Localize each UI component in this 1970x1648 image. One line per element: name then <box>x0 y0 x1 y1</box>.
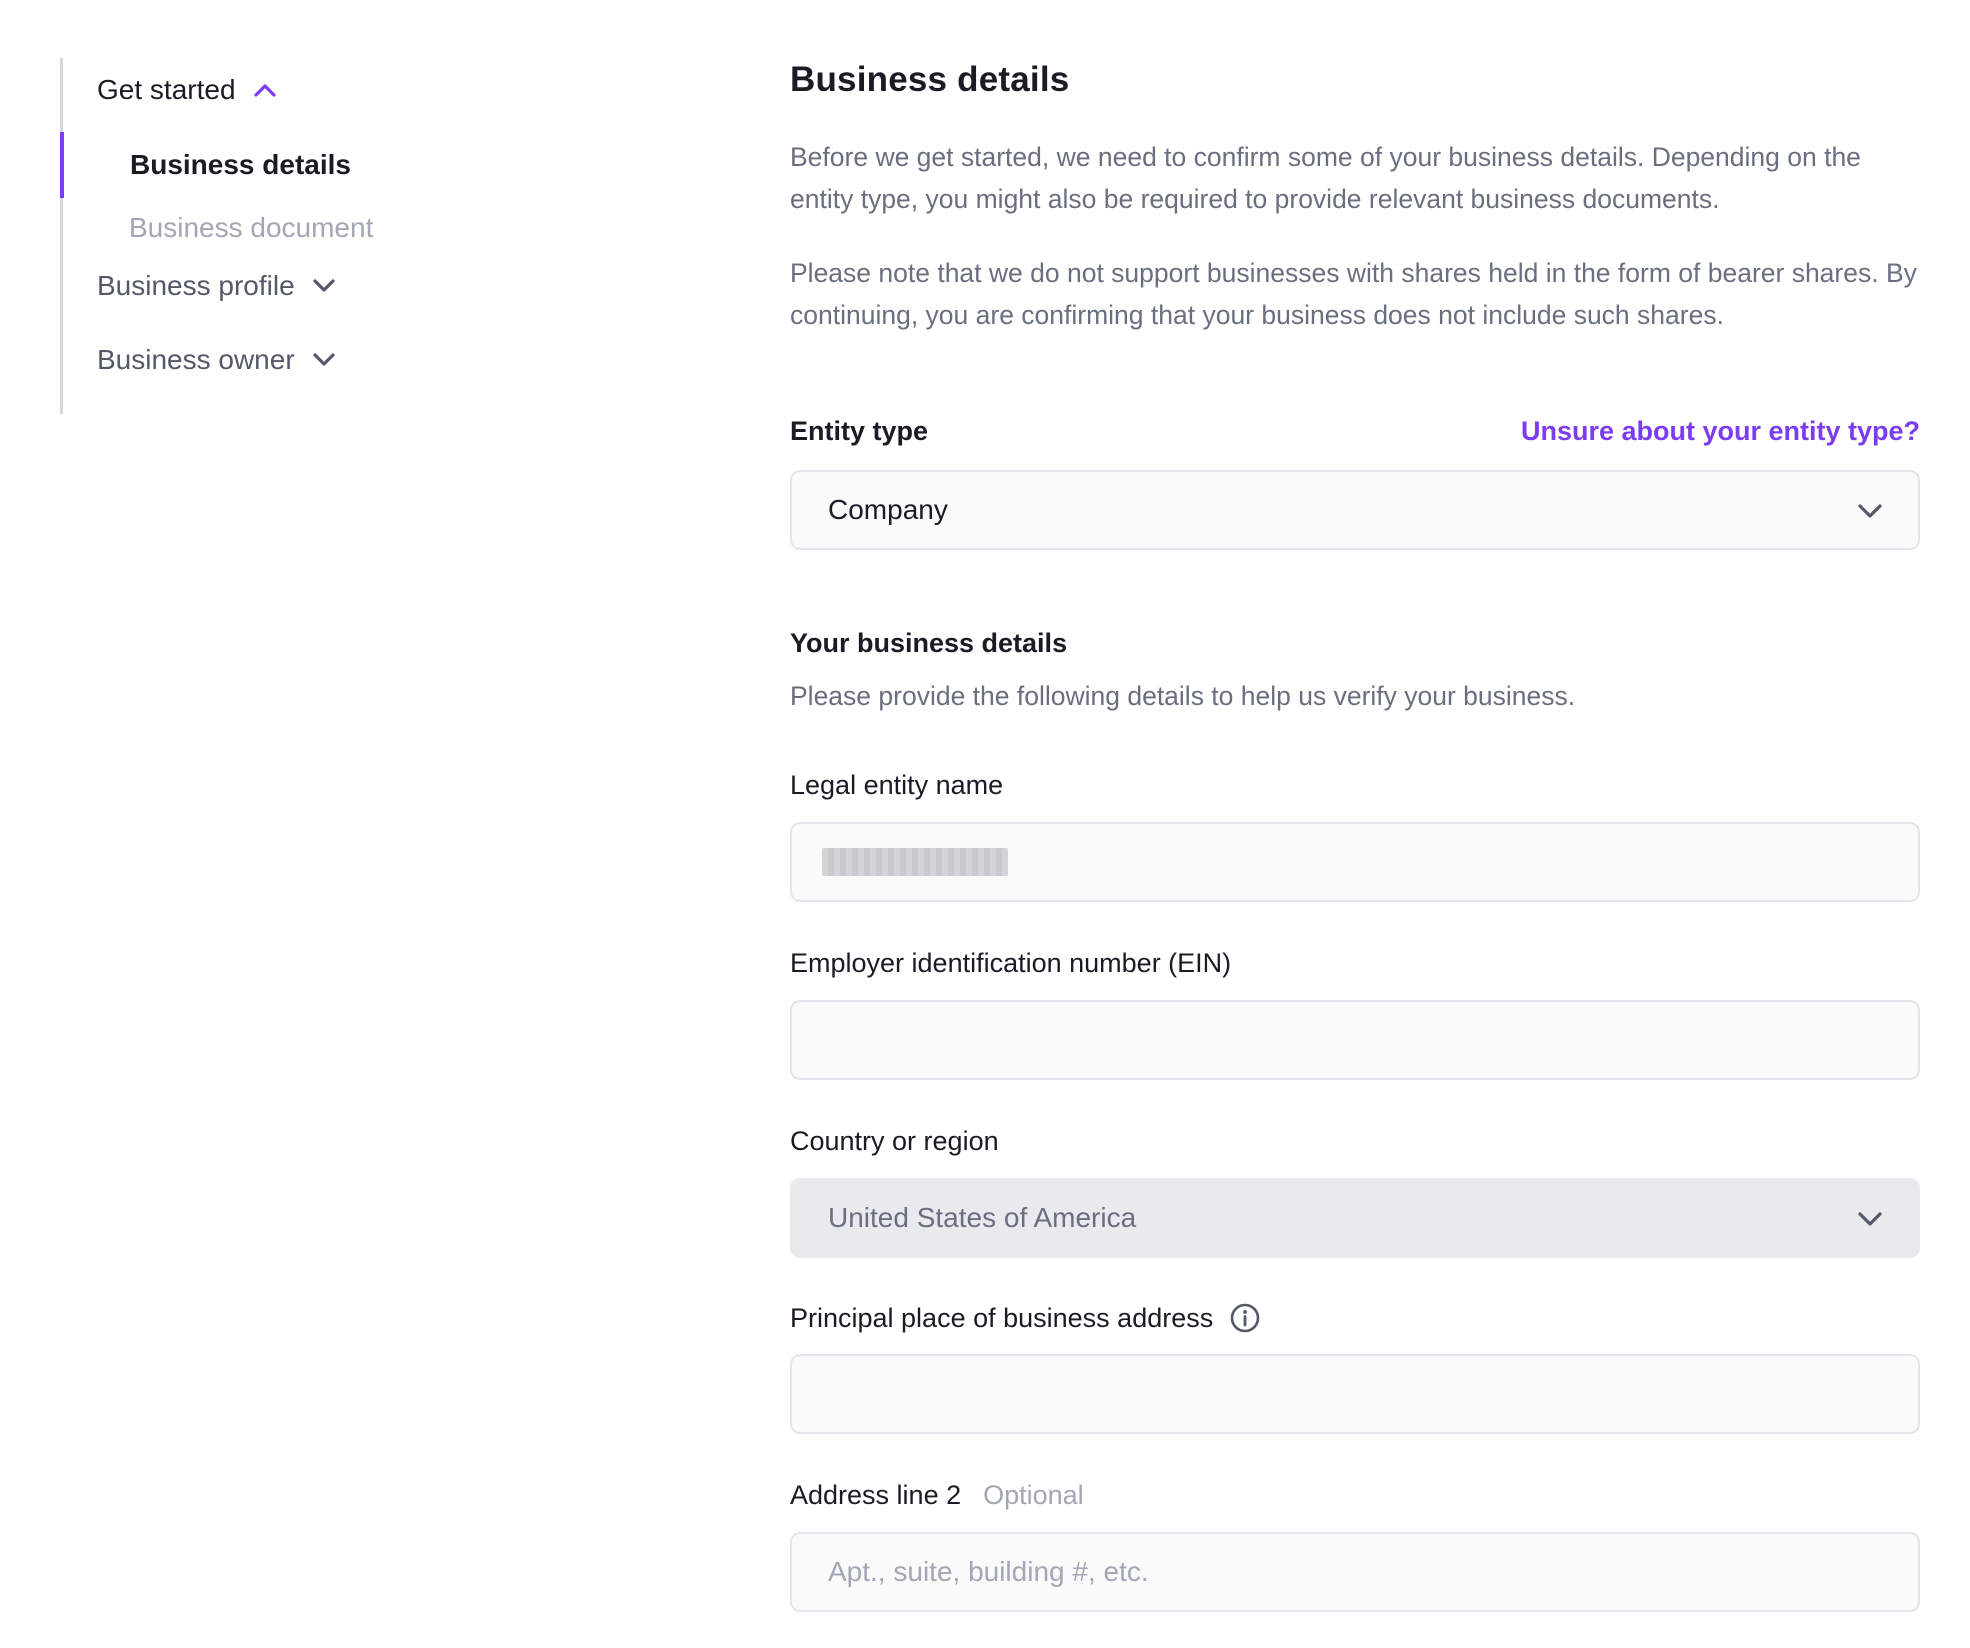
chevron-down-icon <box>313 279 335 293</box>
address-label-row <box>790 1302 1261 1334</box>
address2-placeholder: Apt., suite, building #, etc. <box>828 1556 1149 1587</box>
chevron-down-icon <box>1858 494 1882 526</box>
entity-type-select[interactable] <box>790 470 1920 550</box>
nav-business-document <box>63 198 563 258</box>
legal-name-input[interactable] <box>790 822 1920 902</box>
chevron-down-icon <box>313 353 335 367</box>
nav-business-details-label: Business details <box>130 149 351 180</box>
address-input[interactable] <box>790 1354 1920 1434</box>
sidebar-nav <box>60 58 660 414</box>
country-label: Country or region <box>790 1126 999 1156</box>
entity-type-help-link[interactable]: Unsure about your entity type? <box>1520 416 1920 446</box>
address2-optional-tag: Optional <box>983 1480 1084 1510</box>
page-title: Business details <box>790 60 1070 99</box>
entity-type-label-row <box>790 416 1920 447</box>
nav-get-started[interactable] <box>63 74 276 106</box>
ein-input[interactable] <box>790 1000 1920 1080</box>
nav-business-owner[interactable] <box>63 344 335 376</box>
chevron-up-icon <box>254 83 276 97</box>
intro-paragraph-2: Please note that we do not support businesses with shares held in the form of bearer shares. By continuing, you are confirming that your business does not include such shares. <box>790 258 1917 330</box>
intro-paragraph-1: Before we get started, we need to confirm some of your business details. Depending on the entity type, you might also be required to provide relevant business documents. <box>790 142 1861 214</box>
country-value: United States of America <box>828 1202 1137 1233</box>
section-subtitle: Please provide the following details to help us verify your business. <box>790 681 1576 711</box>
section-title: Your business details <box>790 628 1068 658</box>
address2-input[interactable] <box>790 1532 1920 1612</box>
nav-business-profile[interactable] <box>63 270 335 302</box>
entity-type-value: Company <box>828 494 948 525</box>
entity-type-label: Entity type <box>790 416 929 446</box>
nav-get-started-label: Get started <box>97 74 236 105</box>
address2-label-row <box>790 1480 1084 1511</box>
info-icon[interactable] <box>1229 1302 1261 1334</box>
redacted-value <box>822 848 1008 876</box>
address-label: Principal place of business address <box>790 1302 1214 1333</box>
ein-label: Employer identification number (EIN) <box>790 948 1232 978</box>
legal-name-label: Legal entity name <box>790 770 1004 800</box>
chevron-down-icon <box>1858 1202 1882 1234</box>
nav-business-owner-label: Business owner <box>97 344 295 375</box>
nav-business-profile-label: Business profile <box>97 270 295 301</box>
address2-label: Address line 2 <box>790 1480 962 1510</box>
country-select <box>790 1178 1920 1258</box>
nav-business-document-label: Business document <box>129 212 374 243</box>
nav-business-details[interactable] <box>60 132 560 198</box>
